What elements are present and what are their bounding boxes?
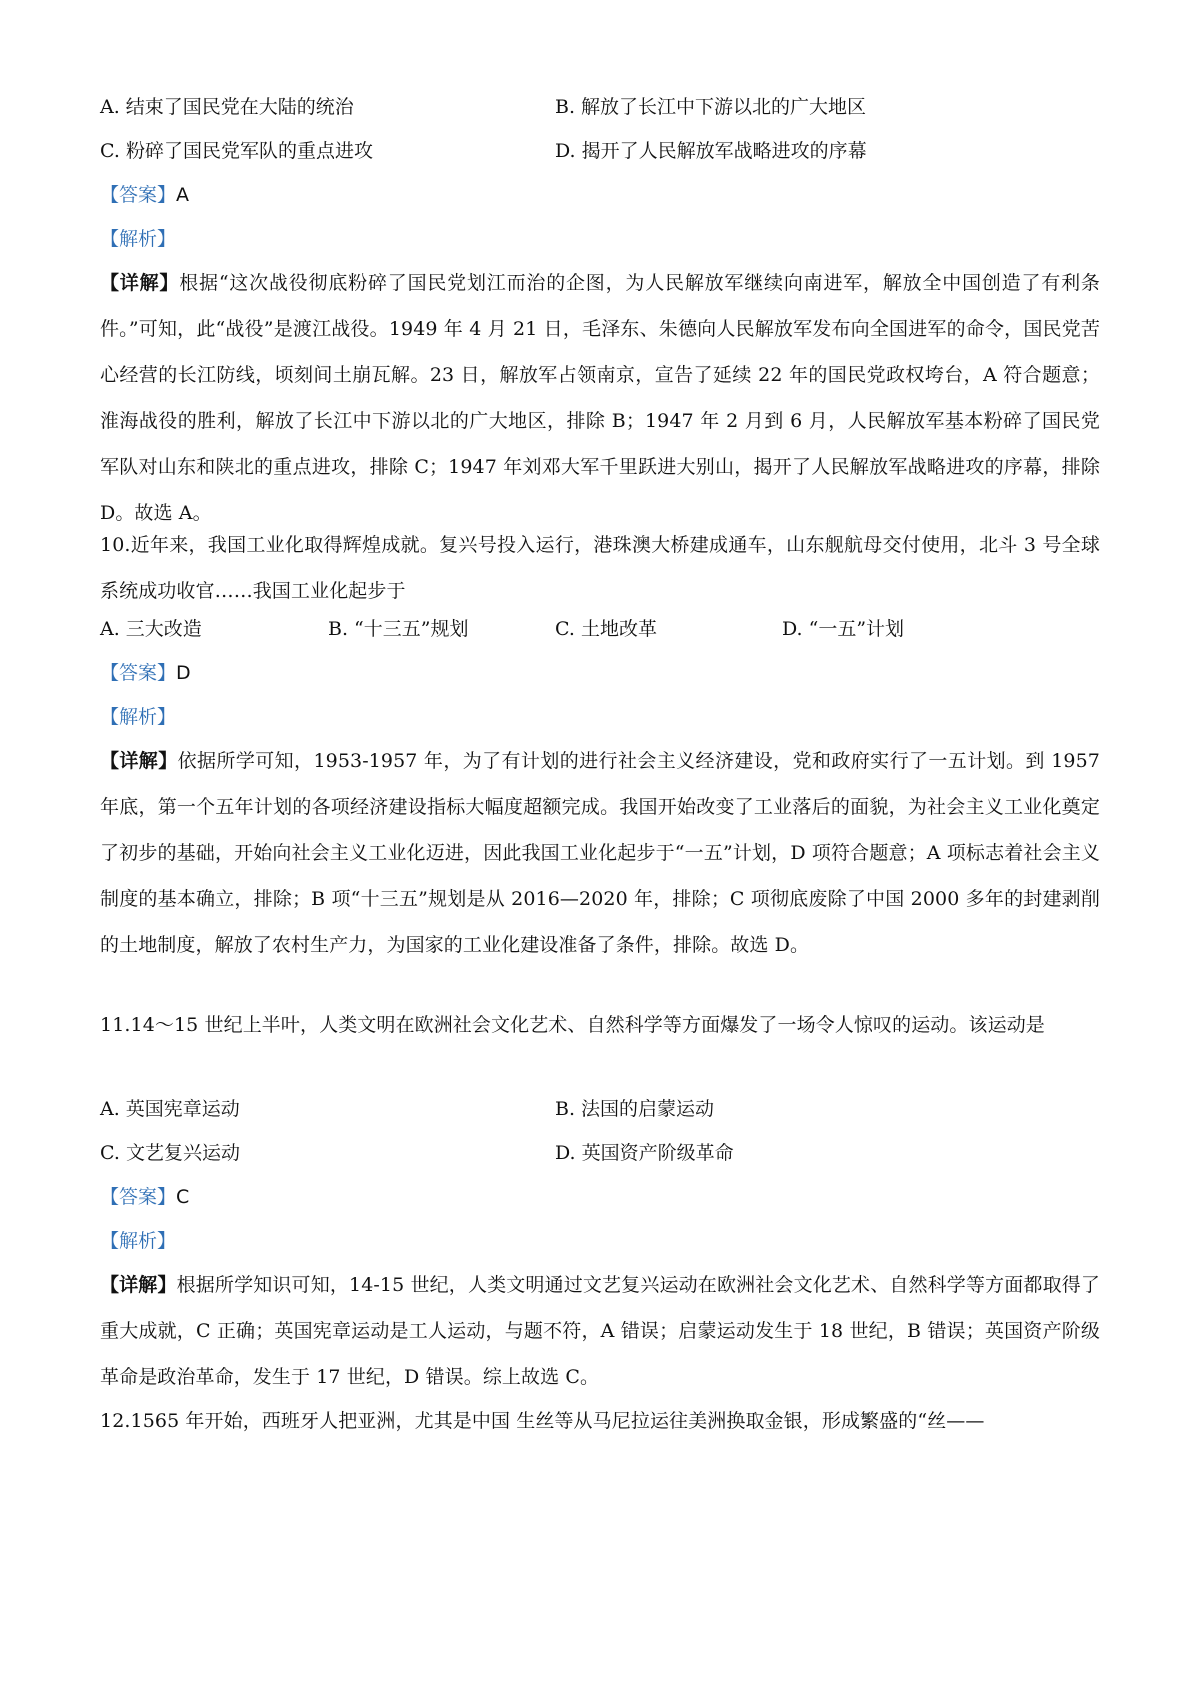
- q9-option-d: D. 揭开了人民解放军战略进攻的序幕: [555, 140, 867, 162]
- q11-analysis: [100, 1226, 176, 1256]
- analysis-tag: 【解析】: [100, 228, 177, 250]
- q10-option-b: B. “十三五”规划: [328, 618, 469, 640]
- q10-option-a: A. 三大改造: [100, 618, 202, 640]
- analysis-tag: 【解析】: [100, 706, 177, 728]
- q10-option-c: C. 土地改革: [555, 618, 657, 640]
- q10-answer: [100, 658, 191, 688]
- detail-text: 根据“这次战役彻底粉碎了国民党划江而治的企图，为人民解放军继续向南进军，解放全中国创造了有利条件。”可知，此“战役”是渡江战役。1949 年 4 月 21 日，毛泽东、朱德向人民解放军发布向全国进军的命令，国民党苦心经营的长江防线，顷刻间土崩瓦解。23 日，解放军占领南京，宣告了延续 22 年的国民党政权垮台，A 符合题意；淮海战役的胜利，解放了长江中下游以北的广大地区，排除 B；1947 年 2 月到 6 月，人民解放军基本粉碎了国民党军队对山东和陕北的重点进攻，排除 C；1947 年刘邓大军千里跃进大别山，揭开了人民解放军战略进攻的序幕，排除 D。故选 A。: [100, 272, 1100, 524]
- q9-analysis: [100, 224, 176, 254]
- q11-option-b: B. 法国的启蒙运动: [555, 1098, 715, 1120]
- q9-option-a: A. 结束了国民党在大陆的统治: [100, 96, 354, 118]
- q9-answer: [100, 180, 189, 210]
- q11-option-a: A. 英国宪章运动: [100, 1098, 240, 1120]
- answer-tag: 【答案】: [100, 184, 177, 206]
- detail-tag: 【详解】: [100, 1274, 177, 1296]
- q11-option-c: C. 文艺复兴运动: [100, 1142, 240, 1164]
- q11-answer: [100, 1182, 189, 1212]
- q10-option-d: D. “一五”计划: [782, 618, 905, 640]
- detail-tag: 【详解】: [100, 272, 180, 294]
- answer-value: D: [176, 662, 191, 684]
- q11-stem: 11.14～15 世纪上半叶，人类文明在欧洲社会文化艺术、自然科学等方面爆发了一场令人惊叹的运动。该运动是: [100, 1014, 1045, 1036]
- q9-option-b: B. 解放了长江中下游以北的广大地区: [555, 96, 867, 118]
- analysis-tag: 【解析】: [100, 1230, 177, 1252]
- detail-text: 根据所学知识可知，14-15 世纪，人类文明通过文艺复兴运动在欧洲社会文化艺术、自然科学等方面都取得了重大成就，C 正确；英国宪章运动是工人运动，与题不符，A 错误；启蒙运动发生于 18 世纪，B 错误；英国资产阶级革命是政治革命，发生于 17 世纪，D 错误。综上故选 C。: [100, 1274, 1100, 1388]
- detail-tag: 【详解】: [100, 750, 178, 772]
- q10-detail: [100, 738, 1100, 968]
- q9-detail: [100, 260, 1100, 536]
- q10-analysis: [100, 702, 176, 732]
- answer-tag: 【答案】: [100, 662, 177, 684]
- q10-stem: 10.近年来，我国工业化取得辉煌成就。复兴号投入运行，港珠澳大桥建成通车，山东舰航母交付使用，北斗 3 号全球系统成功收官……我国工业化起步于: [100, 534, 1100, 602]
- q9-option-c: C. 粉碎了国民党军队的重点进攻: [100, 140, 373, 162]
- q11-option-d: D. 英国资产阶级革命: [555, 1142, 734, 1164]
- q11-detail: [100, 1262, 1100, 1400]
- q12-stem: 12.1565 年开始，西班牙人把亚洲，尤其是中国 生丝等从马尼拉运往美洲换取金银，形成繁盛的“丝——: [100, 1410, 985, 1432]
- answer-value: A: [176, 184, 190, 206]
- detail-text: 依据所学可知，1953-1957 年，为了有计划的进行社会主义经济建设，党和政府实行了一五计划。到 1957 年底，第一个五年计划的各项经济建设指标大幅度超额完成。我国开始改变了工业落后的面貌，为社会主义工业化奠定了初步的基础，开始向社会主义工业化迈进，因此我国工业化起步于“一五”计划，D 项符合题意；A 项标志着社会主义制度的基本确立，排除；B 项“十三五”规划是从 2016—2020 年，排除；C 项彻底废除了中国 2000 多年的封建剥削的土地制度，解放了农村生产力，为国家的工业化建设准备了条件，排除。故选 D。: [100, 750, 1101, 956]
- answer-value: C: [176, 1186, 190, 1208]
- answer-tag: 【答案】: [100, 1186, 177, 1208]
